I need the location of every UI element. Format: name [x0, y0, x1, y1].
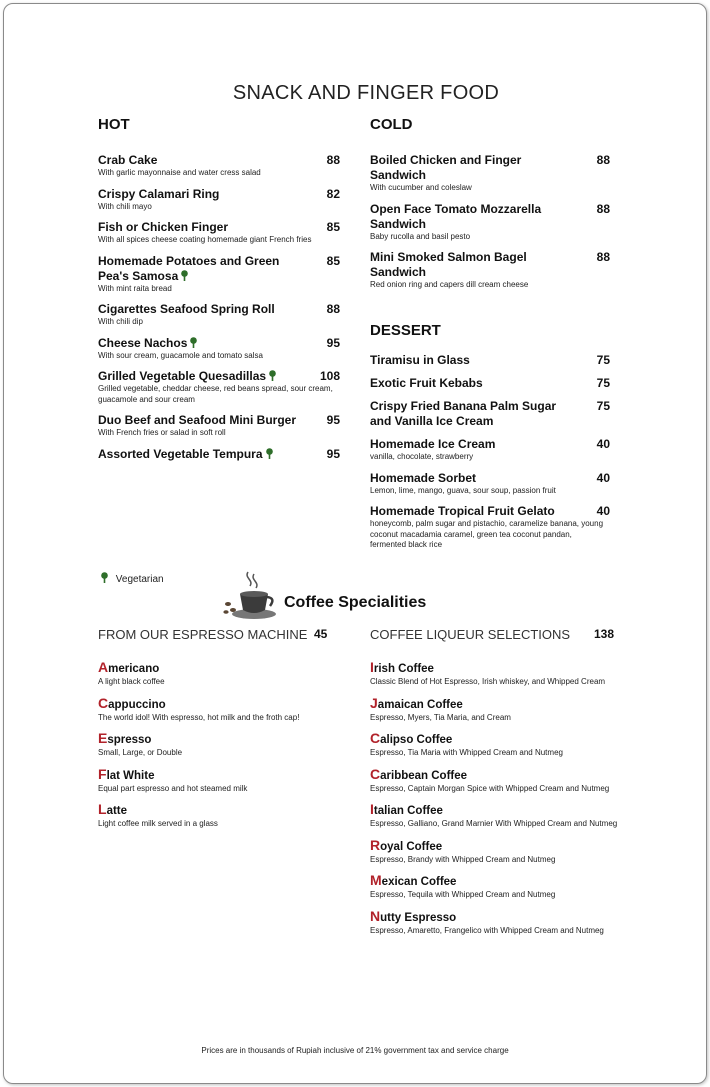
coffee-name: Nutty Espresso: [370, 907, 457, 924]
coffee-description: A light black coffee: [98, 677, 165, 686]
espresso-heading: [98, 627, 338, 642]
item-name: Cheese Nachos: [98, 336, 340, 351]
item-price: 88: [596, 250, 610, 264]
coffee-name: Jamaican Coffee: [370, 694, 463, 711]
espresso-item: [98, 660, 338, 688]
item-price: 95: [326, 335, 340, 350]
vegetarian-legend-label: Vegetarian: [115, 574, 164, 585]
dessert-item: [370, 399, 610, 429]
cold-list: [370, 153, 610, 291]
dessert-section: [370, 322, 610, 559]
coffee-name: Latte: [98, 801, 128, 817]
hot-item: [98, 336, 340, 362]
dessert-item: [370, 471, 610, 497]
item-price: 88: [596, 153, 610, 167]
item-price: 75: [596, 376, 610, 390]
vegetarian-legend: [98, 572, 164, 585]
item-price: 75: [596, 353, 610, 367]
item-name: Duo Beef and Seafood Mini Burger: [98, 413, 297, 427]
item-name: Mini Smoked Salmon Bagel Sandwich: [370, 250, 527, 279]
item-description: With French fries or salad in soft roll: [98, 428, 226, 437]
cold-item: [370, 250, 610, 291]
cold-heading: COLD: [370, 116, 413, 133]
liqueur-item: [370, 731, 618, 759]
vegetarian-icon: [100, 572, 109, 583]
vegetarian-icon: [187, 336, 198, 350]
coffee-name: Cappuccino: [98, 694, 166, 711]
item-name: Crispy Fried Banana Palm Sugar and Vanilla Ice Cream: [370, 399, 557, 428]
vegetarian-icon: [263, 447, 274, 461]
coffee-description: Espresso, Galliano, Grand Marnier With Whipped Cream and Nutmeg: [370, 819, 618, 828]
dessert-item: [370, 504, 610, 551]
espresso-list: [98, 660, 338, 830]
coffee-description: Espresso, Myers, Tia Maria, and Cream: [370, 712, 511, 722]
liqueur-heading-label: COFFEE LIQUEUR SELECTIONS: [370, 627, 571, 642]
item-name: Open Face Tomato Mozzarella Sandwich: [370, 201, 542, 231]
item-price: 88: [326, 153, 340, 167]
coffee-name: Flat White: [98, 765, 155, 782]
item-name: Homemade Tropical Fruit Gelato: [370, 504, 555, 518]
dessert-item: [370, 353, 610, 368]
liqueur-item: [370, 909, 618, 937]
hot-heading: HOT: [98, 116, 130, 133]
coffee-name: Calipso Coffee: [370, 730, 453, 746]
coffee-name: Mexican Coffee: [370, 872, 457, 888]
item-name: Crab Cake: [98, 153, 158, 167]
hot-item: [98, 413, 340, 439]
item-name: Tiramisu in Glass: [370, 353, 470, 367]
liqueur-item: [370, 873, 618, 901]
espresso-section: [98, 627, 338, 838]
item-description: With all spices cheese coating homemade giant French fries: [98, 235, 312, 244]
item-price: 75: [596, 399, 610, 413]
coffee-description: Espresso, Tequila with Whipped Cream and Nutmeg: [370, 890, 556, 899]
hot-section: [98, 116, 340, 470]
item-description: With garlic mayonnaise and water cress salad: [98, 168, 261, 177]
coffee-description: Equal part espresso and hot steamed milk: [98, 783, 248, 793]
coffee-header: [220, 570, 460, 622]
coffee-name: Irish Coffee: [370, 659, 434, 675]
hot-item: [98, 254, 340, 295]
coffee-description: Espresso, Amaretto, Frangelico with Whipped Cream and Nutmeg: [370, 925, 604, 935]
cold-section: [370, 116, 610, 299]
item-description: With sour cream, guacamole and tomato salsa: [98, 350, 263, 360]
item-name: Cigarettes Seafood Spring Roll: [98, 302, 275, 316]
item-name: Boiled Chicken and Finger Sandwich: [370, 153, 522, 182]
item-name: Homemade Sorbet: [370, 470, 477, 485]
coffee-name: Americano: [98, 659, 160, 675]
item-price: 88: [326, 302, 340, 316]
item-name: Fish or Chicken Finger: [98, 220, 229, 234]
dessert-item: [370, 376, 610, 391]
item-price: 88: [596, 201, 610, 216]
coffee-description: Classic Blend of Hot Espresso, Irish whiskey, and Whipped Cream: [370, 677, 606, 686]
hot-item: [98, 220, 340, 246]
cold-item: [370, 153, 610, 194]
item-name: Exotic Fruit Kebabs: [370, 376, 483, 390]
item-description: With chili mayo: [98, 201, 152, 211]
price-footnote: Prices are in thousands of Rupiah inclusive of 21% government tax and service charge: [201, 1046, 509, 1055]
item-description: With cucumber and coleslaw: [370, 183, 472, 192]
item-name: Homemade Ice Cream: [370, 437, 496, 451]
dessert-list: [370, 353, 610, 551]
item-description: Red onion ring and capers dill cream cheese: [370, 280, 529, 289]
liqueur-list: [370, 660, 618, 936]
cold-item: [370, 202, 610, 243]
item-description: With mint raita bread: [98, 283, 172, 293]
liqueur-item: [370, 696, 618, 724]
liqueur-section: [370, 627, 618, 944]
coffee-description: Espresso, Captain Morgan Spice with Whipped Cream and Nutmeg: [370, 783, 610, 793]
page-title: SNACK AND FINGER FOOD: [232, 82, 500, 104]
item-price: 95: [326, 446, 340, 461]
coffee-title: Coffee Specialities: [284, 594, 427, 611]
item-description: Baby rucolla and basil pesto: [370, 231, 471, 241]
item-price: 85: [326, 220, 340, 234]
item-description: vanilla, chocolate, strawberry: [370, 452, 474, 461]
espresso-item: [98, 767, 338, 795]
item-description: Grilled vegetable, cheddar cheese, red beans spread, sour cream, guacamole and sour cream: [98, 384, 333, 404]
dessert-item: [370, 437, 610, 463]
coffee-description: Espresso, Brandy with Whipped Cream and Nutmeg: [370, 854, 556, 864]
coffee-cup-icon: [220, 570, 282, 622]
espresso-price: 45: [314, 627, 328, 641]
liqueur-item: [370, 767, 618, 795]
liqueur-item: [370, 802, 618, 830]
item-description: With chili dip: [98, 317, 143, 326]
coffee-name: Italian Coffee: [370, 801, 443, 817]
coffee-name: Espresso: [98, 730, 152, 746]
espresso-item: [98, 696, 338, 724]
hot-item: [98, 187, 340, 213]
vegetarian-icon: [178, 269, 189, 283]
item-price: 40: [596, 470, 610, 485]
item-name: Grilled Vegetable Quesadillas: [98, 369, 340, 384]
hot-item: [98, 302, 340, 328]
hot-item: [98, 153, 340, 179]
liqueur-heading: [370, 627, 618, 642]
coffee-description: Light coffee milk served in a glass: [98, 819, 218, 828]
liqueur-item: [370, 838, 618, 866]
hot-item: [98, 447, 340, 462]
liqueur-item: [370, 660, 618, 688]
item-price: 95: [326, 413, 340, 427]
coffee-name: Royal Coffee: [370, 836, 443, 853]
item-description: honeycomb, palm sugar and pistachio, caramelize banana, young coconut macadamia caramel, green tea coconut pandan, fermented black rice: [370, 519, 604, 549]
item-price: 82: [326, 186, 340, 201]
espresso-item: [98, 802, 338, 830]
espresso-item: [98, 731, 338, 759]
item-description: Lemon, lime, mango, guava, sour soup, passion fruit: [370, 485, 556, 495]
hot-list: [98, 153, 340, 462]
dessert-heading: DESSERT: [370, 322, 441, 339]
espresso-heading-label: FROM OUR ESPRESSO MACHINE: [98, 627, 308, 642]
item-name: Crispy Calamari Ring: [98, 186, 220, 201]
item-name: Assorted Vegetable Tempura: [98, 447, 340, 462]
hot-item: [98, 369, 340, 405]
coffee-description: Espresso, Tia Maria with Whipped Cream and Nutmeg: [370, 748, 563, 757]
vegetarian-icon: [266, 369, 277, 383]
coffee-description: Small, Large, or Double: [98, 748, 183, 757]
item-name: Homemade Potatoes and Green Pea's Samosa: [98, 253, 280, 283]
liqueur-price: 138: [594, 627, 615, 641]
item-price: 40: [596, 504, 610, 518]
coffee-name: Caribbean Coffee: [370, 765, 468, 782]
item-price: 85: [326, 253, 340, 268]
coffee-description: The world idol! With espresso, hot milk and the froth cap!: [98, 712, 300, 722]
item-price: 40: [596, 437, 610, 451]
item-price: 108: [319, 369, 340, 383]
